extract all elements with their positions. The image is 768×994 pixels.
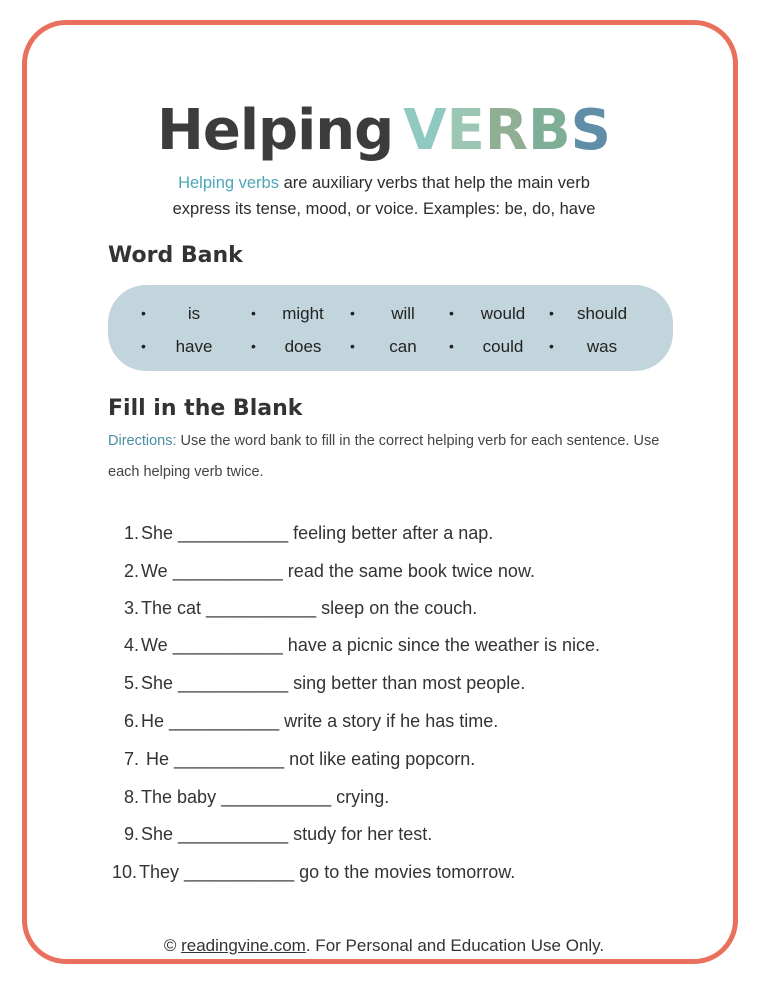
question-number: 5. bbox=[124, 673, 140, 693]
question-item bbox=[112, 862, 515, 883]
title-letter: E bbox=[446, 98, 485, 163]
fill-blank-heading: Fill in the Blank bbox=[108, 396, 303, 421]
question-number: 3. bbox=[124, 598, 140, 618]
word-bank bbox=[108, 285, 673, 371]
bullet-icon: • bbox=[549, 305, 554, 321]
question-item bbox=[124, 523, 493, 544]
question-item bbox=[124, 787, 389, 808]
question-text: The cat ___________ sleep on the couch. bbox=[141, 598, 478, 618]
word-bank-item: will bbox=[391, 304, 415, 323]
word-bank-item: have bbox=[175, 337, 213, 356]
bullet-icon: • bbox=[350, 338, 355, 354]
question-number: 8. bbox=[124, 787, 140, 807]
question-item bbox=[124, 749, 475, 770]
question-text: She ___________ sing better than most people. bbox=[141, 673, 526, 693]
bullet-icon: • bbox=[251, 338, 256, 354]
question-text: We ___________ have a picnic since the weather is nice. bbox=[141, 635, 600, 655]
question-number: 6. bbox=[124, 711, 140, 731]
question-text: He ___________ not like eating popcorn. bbox=[141, 749, 476, 769]
word-bank-item: would bbox=[480, 304, 526, 323]
question-number: 4. bbox=[124, 635, 140, 655]
question-item bbox=[124, 635, 600, 656]
footer-link[interactable]: readingvine.com bbox=[181, 936, 306, 955]
question-number: 10. bbox=[112, 862, 138, 882]
title-letter: S bbox=[570, 98, 612, 163]
bullet-icon: • bbox=[449, 305, 454, 321]
question-text: She ___________ feeling better after a nap. bbox=[141, 523, 494, 543]
word-bank-item: is bbox=[187, 304, 201, 323]
word-bank-item: could bbox=[482, 337, 524, 356]
word-bank-item: can bbox=[389, 337, 417, 356]
word-bank-item: might bbox=[282, 304, 324, 323]
word-bank-item: was bbox=[586, 337, 618, 356]
bullet-icon: • bbox=[141, 305, 146, 321]
directions-text: Use the word bank to fill in the correct helping verb for each sentence. Use each helping verb twice. bbox=[108, 433, 660, 480]
question-text: The baby ___________ crying. bbox=[141, 787, 390, 807]
word-bank-item: does bbox=[284, 337, 322, 356]
question-item bbox=[124, 598, 477, 619]
question-text: They ___________ go to the movies tomorrow. bbox=[139, 862, 516, 882]
title-letter: B bbox=[527, 98, 571, 163]
title-helping: Helping bbox=[156, 98, 394, 163]
question-item bbox=[124, 711, 498, 732]
page-title bbox=[0, 98, 768, 163]
question-text: He ___________ write a story if he has time. bbox=[141, 711, 499, 731]
question-item bbox=[124, 561, 535, 582]
question-item bbox=[124, 824, 432, 845]
intro-text bbox=[0, 170, 768, 222]
bullet-icon: • bbox=[449, 338, 454, 354]
question-number: 7. bbox=[124, 749, 140, 769]
question-number: 9. bbox=[124, 824, 140, 844]
bullet-icon: • bbox=[350, 305, 355, 321]
intro-line-1-rest: are auxiliary verbs that help the main verb bbox=[278, 174, 590, 192]
footer-prefix: © bbox=[163, 936, 182, 955]
question-item bbox=[124, 673, 525, 694]
word-bank-item: should bbox=[576, 304, 628, 323]
title-letter: R bbox=[484, 98, 528, 163]
directions bbox=[108, 426, 688, 488]
question-text: We ___________ read the same book twice now. bbox=[141, 561, 535, 581]
bullet-icon: • bbox=[141, 338, 146, 354]
intro-line-2: express its tense, mood, or voice. Examples: be, do, have bbox=[172, 200, 596, 218]
directions-label: Directions: bbox=[108, 433, 177, 449]
question-text: She ___________ study for her test. bbox=[141, 824, 433, 844]
intro-line-1 bbox=[0, 170, 768, 196]
word-bank-heading: Word Bank bbox=[108, 243, 243, 268]
title-verbs bbox=[403, 98, 611, 163]
intro-highlight: Helping verbs bbox=[178, 174, 279, 192]
question-number: 2. bbox=[124, 561, 140, 581]
bullet-icon: • bbox=[251, 305, 256, 321]
title-letter: V bbox=[403, 98, 447, 163]
bullet-icon: • bbox=[549, 338, 554, 354]
footer-suffix: . For Personal and Education Use Only. bbox=[305, 936, 605, 955]
footer bbox=[0, 936, 768, 956]
question-number: 1. bbox=[124, 523, 140, 543]
